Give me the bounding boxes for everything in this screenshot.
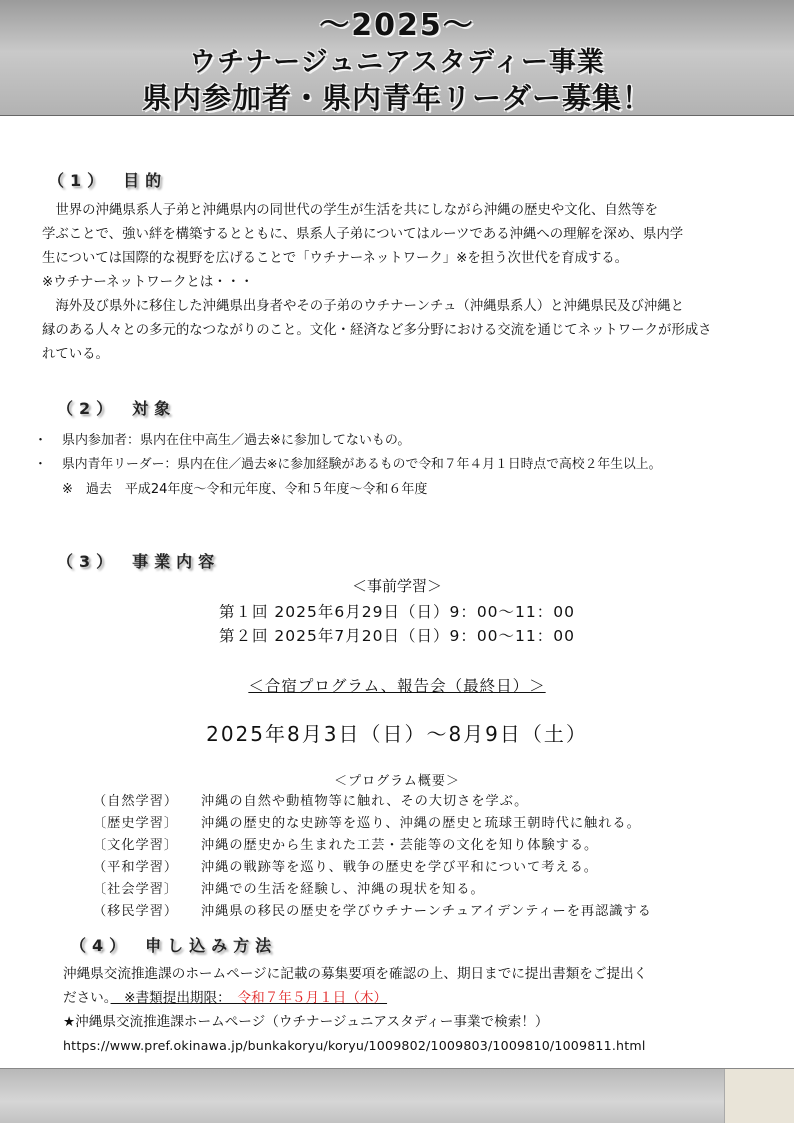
program-overview-title: ＜プログラム概要＞ bbox=[334, 774, 460, 789]
pre-study-title: ＜事前学習＞ bbox=[351, 577, 442, 595]
target-item-text: 県内参加者：県内在住中高生／過去※に参加してないもの。 bbox=[62, 433, 411, 448]
target-past-note: ※ 過去 平成24年度～令和元年度、令和５年度～令和６年度 bbox=[62, 482, 428, 497]
program-row-migration bbox=[93, 901, 652, 923]
purpose-line: 学ぶことで、強い絆を構築するとともに、県系人子弟についてはルーツである沖縄への理解を深め、県内学 bbox=[42, 227, 684, 242]
program-description: 沖縄の歴史的な史跡等を巡り、沖縄の歴史と琉球王朝時代に触れる。 bbox=[201, 816, 641, 831]
apply-line-prefix: ださい。 bbox=[63, 990, 111, 1006]
program-description: 沖縄での生活を経験し、沖縄の現状を知る。 bbox=[201, 882, 485, 897]
apply-instructions bbox=[63, 962, 647, 1058]
program-description: 沖縄の自然や動植物等に触れ、その大切さを学ぶ。 bbox=[201, 794, 529, 809]
banner-recruitment-title: 県内参加者・県内青年リーダー募集！ bbox=[141, 81, 652, 115]
purpose-heading: （1） 目的 bbox=[48, 171, 168, 190]
network-note-line: れている。 bbox=[42, 347, 109, 362]
purpose-line: 生については国際的な視野を広げることで「ウチナーネットワーク」※を担う次世代を育成する。 bbox=[42, 251, 629, 266]
program-category: 〔歴史学習〕 bbox=[93, 816, 179, 831]
program-row-peace bbox=[93, 857, 598, 879]
purpose-line: 世界の沖縄県系人子弟と沖縄県内の同世代の学生が生活を共にしながら沖縄の歴史や文化、自然等を bbox=[42, 203, 658, 218]
apply-line: 沖縄県交流推進課のホームページに記載の募集要項を確認の上、期日までに提出書類をご提出く bbox=[63, 966, 648, 982]
target-heading: （2） 対象 bbox=[57, 399, 177, 418]
purpose-paragraph bbox=[42, 199, 712, 367]
apply-heading: （4） 申し込み方法 bbox=[70, 936, 278, 955]
network-note-line: 海外及び県外に移住した沖縄県出身者やその子弟のウチナーンチュ（沖縄県系人）と沖縄県民及び沖縄と bbox=[42, 299, 685, 314]
footer-banner bbox=[0, 1068, 794, 1123]
pre-study-session-2: 第２回 2025年7月20日（日）9：00～11：00 bbox=[219, 627, 575, 645]
apply-deadline-line bbox=[63, 986, 647, 1010]
bullet-icon: ・ bbox=[34, 433, 48, 448]
deadline-value: 令和７年５月１日（木） bbox=[237, 990, 388, 1006]
header-banner bbox=[0, 0, 794, 116]
program-row-society bbox=[93, 879, 485, 901]
network-note-title: ※ウチナーネットワークとは・・・ bbox=[42, 275, 254, 290]
homepage-url-link[interactable]: https://www.pref.okinawa.jp/bunkakoryu/koryu/1009802/1009803/1009810/1009811.html bbox=[63, 1038, 646, 1053]
bullet-icon: ・ bbox=[34, 457, 47, 472]
program-row-culture bbox=[93, 835, 598, 857]
pre-study-session-1: 第１回 2025年6月29日（日）9：00～11：00 bbox=[219, 603, 575, 621]
program-row-history bbox=[93, 813, 641, 835]
target-item-local-participants bbox=[34, 430, 410, 452]
deadline-label: ※書類提出期限： bbox=[110, 990, 238, 1006]
program-category: （自然学習） bbox=[93, 794, 179, 809]
program-category: 〔文化学習〕 bbox=[93, 838, 179, 853]
program-category: （平和学習） bbox=[93, 860, 179, 875]
program-description: 沖縄の歴史から生まれた工芸・芸能等の文化を知り体験する。 bbox=[201, 838, 599, 853]
network-note-line: 縁のある人々との多元的なつながりのこと。文化・経済など多分野における交流を通じてネットワークが形成さ bbox=[42, 323, 712, 338]
camp-program-title: ＜合宿プログラム、報告会（最終日）＞ bbox=[248, 677, 546, 695]
banner-program-title: ウチナージュニアスタディー事業 bbox=[189, 47, 605, 78]
camp-program-dates: 2025年8月3日（日）～8月9日（土） bbox=[206, 722, 588, 746]
program-description: 沖縄の戦跡等を巡り、戦争の歴史を学び平和について考える。 bbox=[201, 860, 598, 875]
content-heading: （3） 事業内容 bbox=[57, 552, 221, 571]
banner-year: ～2025～ bbox=[319, 8, 475, 43]
target-item-text: 県内青年リーダー：県内在住／過去※に参加経験があるもので令和７年４月１日時点で高校２年生以上。 bbox=[62, 457, 662, 472]
program-category: 〔社会学習〕 bbox=[93, 882, 179, 897]
program-category: （移民学習） bbox=[93, 904, 179, 919]
target-item-youth-leaders bbox=[34, 454, 661, 476]
decorative-paper-image bbox=[724, 1069, 794, 1123]
program-description: 沖縄県の移民の歴史を学びウチナーンチュアイデンティーを再認識する bbox=[201, 904, 652, 919]
homepage-note: ★沖縄県交流推進課ホームページ（ウチナージュニアスタディー事業で検索！） bbox=[63, 1014, 549, 1030]
program-row-nature bbox=[93, 791, 528, 813]
